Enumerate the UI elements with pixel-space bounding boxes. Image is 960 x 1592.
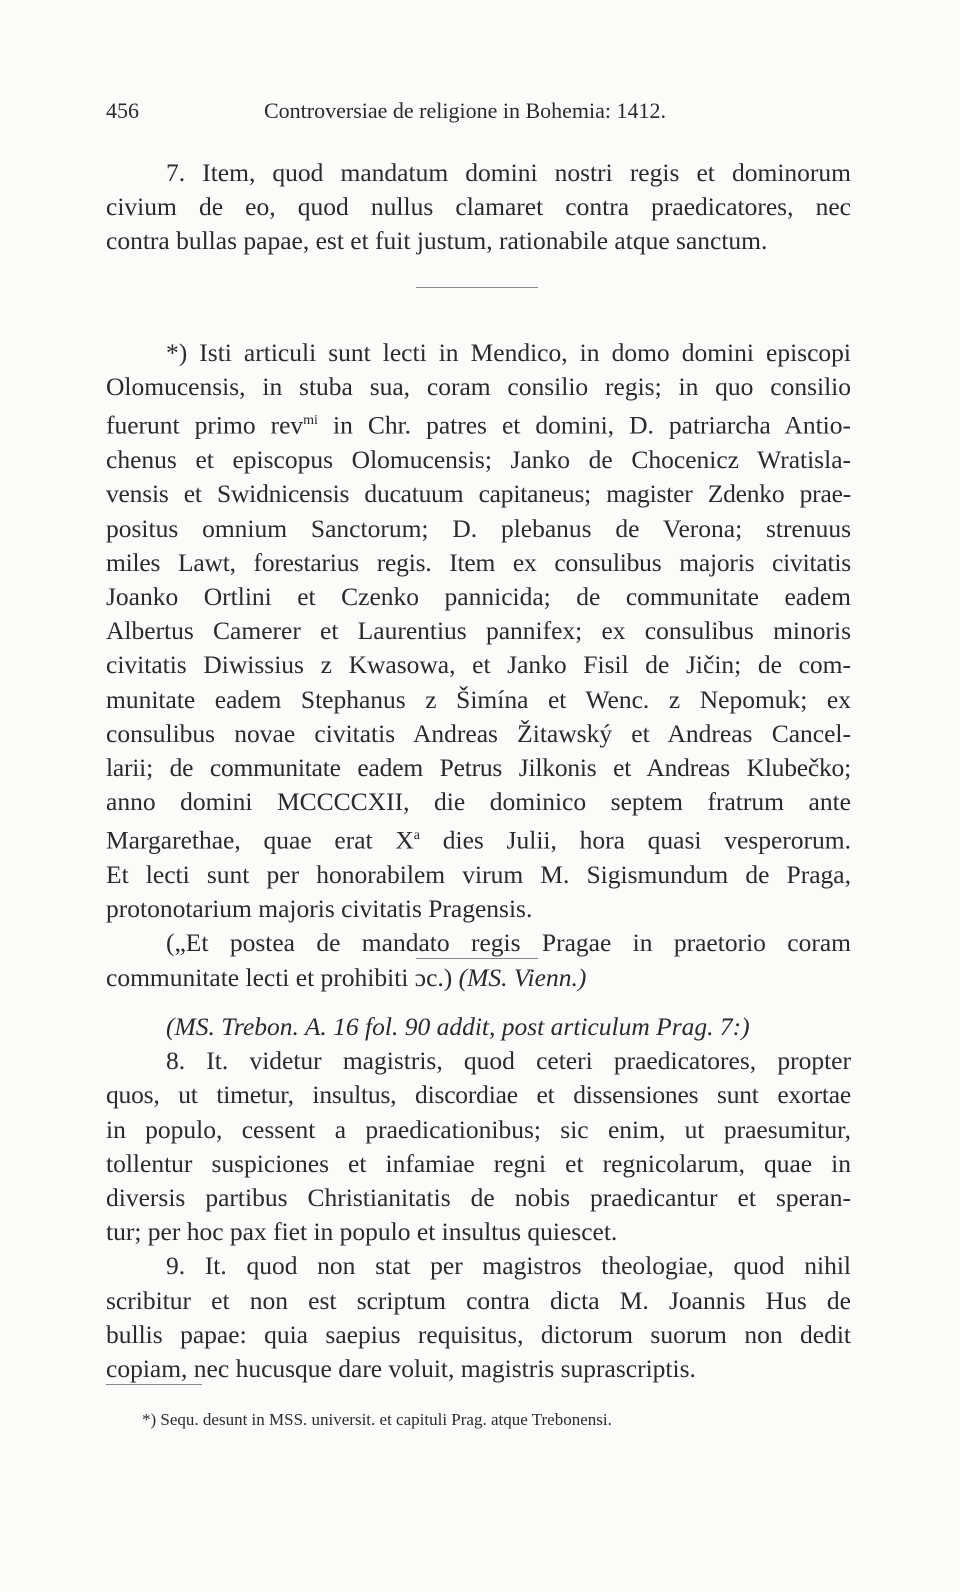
note-line: Joanko Ortlini et Czenko pannicida; de communitate eadem: [106, 581, 851, 611]
article-8-line: quos, ut timetur, insultus, discordiae et dissensiones sunt exortae: [106, 1080, 851, 1110]
separator-rule: [416, 958, 538, 959]
article-7-line: 7. Item, quod mandatum domini nostri regis et dominorum: [166, 158, 851, 187]
footnote-rule: [106, 1384, 202, 1385]
article-9-line: bullis papae: quia saepius requisitus, dictorum suorum non dedit: [106, 1319, 851, 1349]
article-7-line: civium de eo, quod nullus clamaret contra praedicatores, nec: [106, 192, 851, 222]
note-line: anno domini MCCCCXII, die dominico septem fratrum ante: [106, 787, 851, 817]
separator-rule: [416, 287, 538, 288]
page-header: [106, 98, 866, 128]
note-line: fuerunt primo rev$^{mi}$ in Chr. patres et domini, D. patriarcha Antio-: [106, 410, 852, 440]
article-9-line: scribitur et non est scriptum contra dicta M. Joannis Hus de: [106, 1285, 851, 1315]
note-line: positus omnium Sanctorum; D. plebanus de Verona; strenuus: [106, 513, 851, 543]
article-8-line: diversis partibus Christianitatis de nobis praedicantur et speran-: [106, 1183, 851, 1213]
note-line: consulibus novae civitatis Andreas Žitawský et Andreas Cancel-: [106, 718, 851, 748]
note-line: chenus et episcopus Olomucensis; Janko de Chocenicz Wratisla-: [106, 445, 851, 475]
postea-line: („Et postea de mandato regis Pragae in praetorio coram: [166, 928, 851, 958]
note-line: vensis et Swidnicensis ducatuum capitaneus; magister Zdenko prae-: [106, 479, 851, 509]
trebon-additions: [106, 1010, 851, 1386]
note-line: Margarethae, quae erat $X^a$ dies Julii, hora quasi vesperorum.: [106, 825, 851, 855]
postea-last-line: [106, 961, 851, 995]
note-line: *) Isti articuli sunt lecti in Mendico, in domo domini episcopi: [166, 338, 851, 367]
note-line: protonotarium majoris civitatis Pragensis.: [106, 894, 533, 924]
running-title: Controversiae de religione in Bohemia: 1412.: [264, 98, 667, 123]
note-line: miles Lawt, forestarius regis. Item ex consulibus majoris civitatis: [106, 547, 851, 577]
article-8-line: tollentur suspiciones et infamiae regni et regnicolarum, quae in: [106, 1148, 851, 1178]
article-9-line: copiam, nec hucusque dare voluit, magistris suprascriptis.: [106, 1354, 696, 1384]
article-8-line: in populo, cessent a praedicationibus; sic enim, ut praesumitur,: [106, 1114, 851, 1144]
article-8-line: tur; per hoc pax fiet in populo et insultus quiescet.: [106, 1217, 618, 1247]
article-8-line: 8. It. videtur magistris, quod ceteri praedicatores, propter: [166, 1046, 851, 1076]
trebon-heading: (MS. Trebon. A. 16 fol. 90 addit, post articulum Prag. 7:): [166, 1012, 750, 1041]
article-7-line: contra bullas papae, est et fuit justum, rationabile atque sanctum.: [106, 226, 768, 256]
articles-note: [106, 336, 851, 995]
page-number: 456: [106, 98, 139, 123]
footnote: *) Sequ. desunt in MSS. universit. et capituli Prag. atque Trebonensi.: [142, 1410, 612, 1429]
note-line: Albertus Camerer et Laurentius pannifex; ex consulibus minoris: [106, 616, 851, 646]
note-line: larii; de communitate eadem Petrus Jilkonis et Andreas Klubečko;: [106, 752, 851, 782]
article-9-line: 9. It. quod non stat per magistros theologiae, quod nihil: [166, 1251, 851, 1281]
source-citation: (MS. Vienn.): [458, 962, 587, 992]
note-line: munitate eadem Stephanus z Šimína et Wenc. z Nepomuk; ex: [106, 684, 851, 714]
note-line: Et lecti sunt per honorabilem virum M. Sigismundum de Praga,: [106, 860, 851, 890]
note-line: Olomucensis, in stuba sua, coram consilio regis; in quo consilio: [106, 372, 851, 402]
article-7: [106, 156, 851, 259]
note-line: civitatis Diwissius z Kwasowa, et Janko Fisil de Jičin; de com-: [106, 650, 851, 680]
postea-line: communitate lecti et prohibiti ɔc.): [106, 962, 453, 992]
